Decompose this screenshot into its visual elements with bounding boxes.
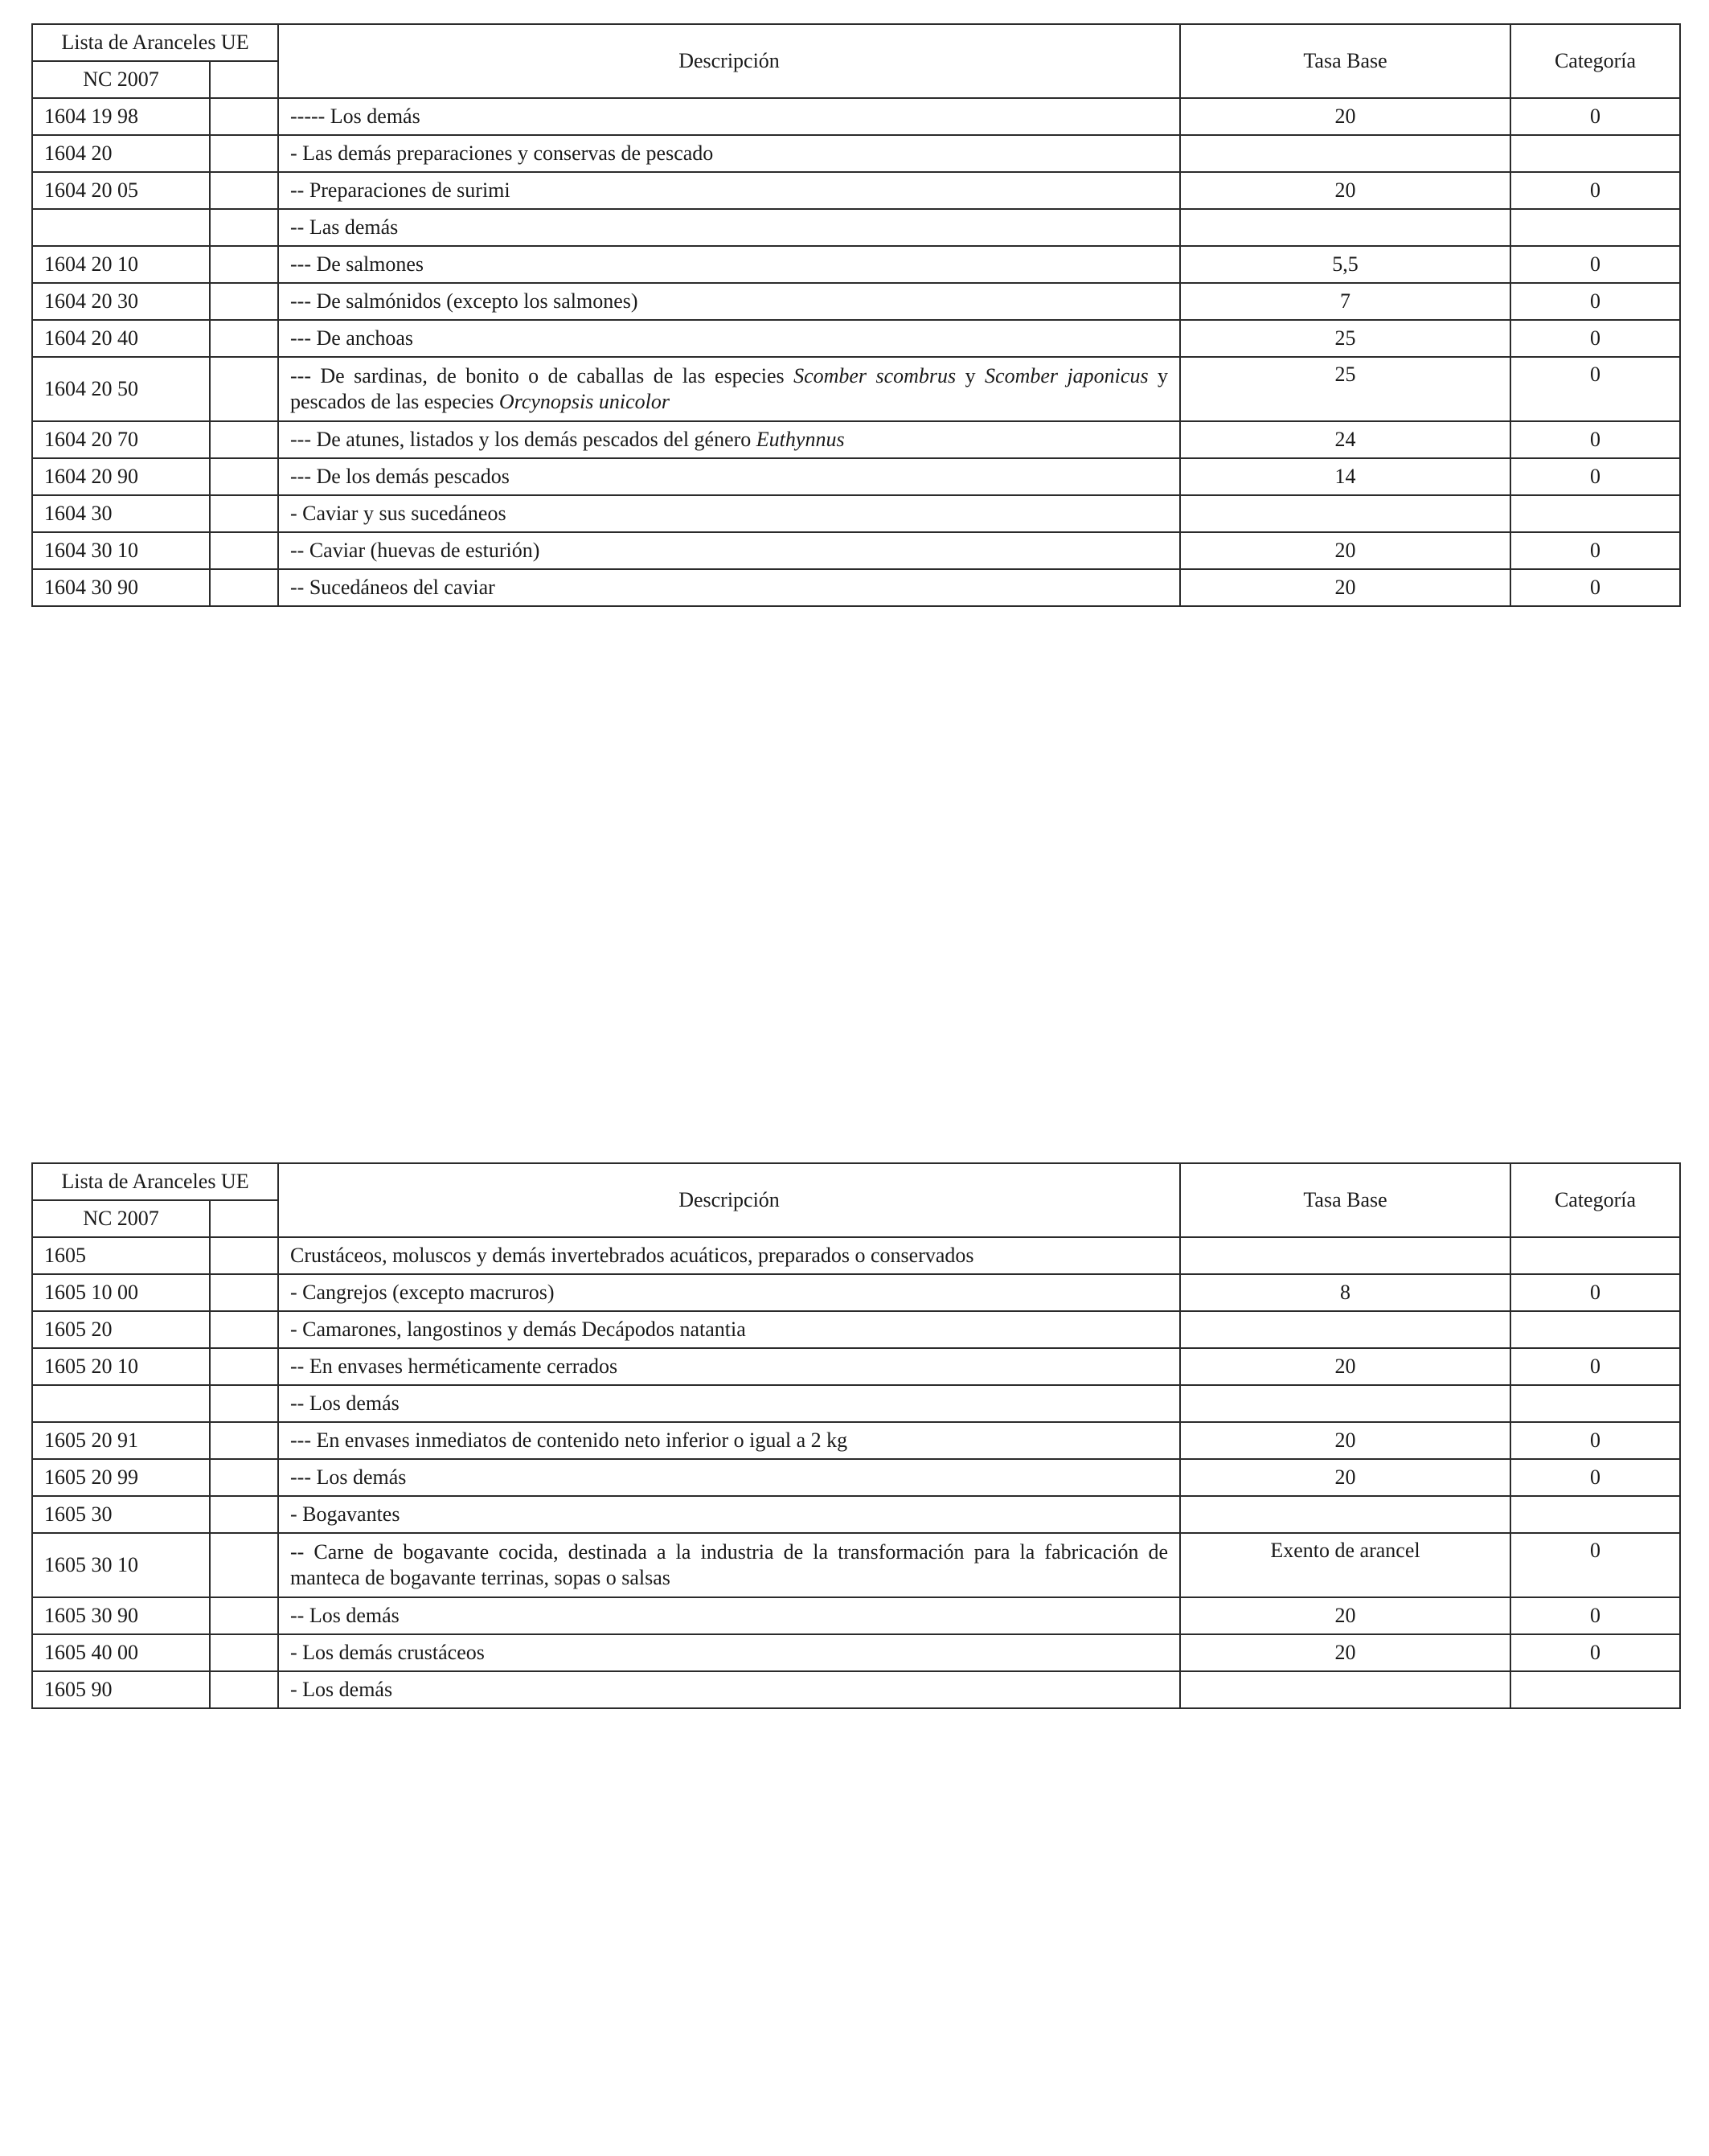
code-cell: 1604 30 90 xyxy=(32,569,210,606)
description-cell: ----- Los demás xyxy=(278,98,1180,135)
table-row xyxy=(32,1671,1680,1708)
base-rate-cell: 20 xyxy=(1180,172,1510,209)
description-text: y pescados de las especies xyxy=(290,364,1168,413)
base-rate-cell: 25 xyxy=(1180,357,1510,421)
base-rate-cell: 5,5 xyxy=(1180,246,1510,283)
description-cell: --- En envases inmediatos de contenido neto inferior o igual a 2 kg xyxy=(278,1422,1180,1459)
category-cell: 0 xyxy=(1510,1422,1680,1459)
table-row xyxy=(32,357,1680,421)
code-cell: 1604 20 xyxy=(32,135,210,172)
category-cell: 0 xyxy=(1510,532,1680,569)
category-cell: 0 xyxy=(1510,283,1680,320)
description-text: --- De sardinas, de bonito o de caballas de las especies xyxy=(290,364,794,387)
header-list: Lista de Aranceles UE xyxy=(32,1163,278,1200)
blank-cell xyxy=(210,532,278,569)
base-rate-cell xyxy=(1180,495,1510,532)
code-cell: 1605 30 90 xyxy=(32,1597,210,1634)
category-cell: 0 xyxy=(1510,320,1680,357)
table-row xyxy=(32,1533,1680,1597)
category-cell: 0 xyxy=(1510,421,1680,458)
blank-cell xyxy=(210,1422,278,1459)
description-cell: -- Los demás xyxy=(278,1597,1180,1634)
table-row xyxy=(32,458,1680,495)
table-row xyxy=(32,569,1680,606)
category-cell xyxy=(1510,495,1680,532)
base-rate-cell xyxy=(1180,1237,1510,1274)
blank-cell xyxy=(210,1597,278,1634)
table-row xyxy=(32,1348,1680,1385)
description-text: y xyxy=(956,364,986,387)
description-cell: -- Las demás xyxy=(278,209,1180,246)
category-cell: 0 xyxy=(1510,458,1680,495)
blank-cell xyxy=(210,1237,278,1274)
base-rate-cell: 20 xyxy=(1180,1459,1510,1496)
category-cell xyxy=(1510,209,1680,246)
table-row xyxy=(32,1459,1680,1496)
blank-cell xyxy=(210,172,278,209)
description-cell: --- Los demás xyxy=(278,1459,1180,1496)
table-row xyxy=(32,421,1680,458)
table-row xyxy=(32,246,1680,283)
table-row xyxy=(32,1385,1680,1422)
category-cell: 0 xyxy=(1510,98,1680,135)
description-cell: -- Caviar (huevas de esturión) xyxy=(278,532,1180,569)
description-cell: --- De salmones xyxy=(278,246,1180,283)
blank-cell xyxy=(210,569,278,606)
base-rate-cell xyxy=(1180,1385,1510,1422)
description-cell: Crustáceos, moluscos y demás invertebrados acuáticos, preparados o conservados xyxy=(278,1237,1180,1274)
base-rate-cell: 20 xyxy=(1180,98,1510,135)
blank-cell xyxy=(210,283,278,320)
code-cell xyxy=(32,209,210,246)
blank-cell xyxy=(210,1671,278,1708)
base-rate-cell: 8 xyxy=(1180,1274,1510,1311)
code-cell: 1604 20 90 xyxy=(32,458,210,495)
description-cell: - Bogavantes xyxy=(278,1496,1180,1533)
table-row xyxy=(32,209,1680,246)
description-cell xyxy=(278,421,1180,458)
code-cell: 1604 20 10 xyxy=(32,246,210,283)
category-cell xyxy=(1510,1671,1680,1708)
base-rate-cell: 14 xyxy=(1180,458,1510,495)
blank-cell xyxy=(210,135,278,172)
base-rate-cell: Exento de arancel xyxy=(1180,1533,1510,1597)
description-cell: -- En envases herméticamente cerrados xyxy=(278,1348,1180,1385)
header-blank xyxy=(210,61,278,98)
table-body xyxy=(32,98,1680,606)
header-category: Categoría xyxy=(1510,1163,1680,1237)
category-cell: 0 xyxy=(1510,569,1680,606)
code-cell: 1605 20 10 xyxy=(32,1348,210,1385)
base-rate-cell xyxy=(1180,1311,1510,1348)
tariff-table-2 xyxy=(31,1162,1681,1709)
category-cell xyxy=(1510,1385,1680,1422)
code-cell: 1605 20 99 xyxy=(32,1459,210,1496)
description-cell: -- Carne de bogavante cocida, destinada a la industria de la transformación para la fabricación de manteca de bogavante terrinas, sopas o salsas xyxy=(278,1533,1180,1597)
base-rate-cell: 20 xyxy=(1180,1634,1510,1671)
table-row xyxy=(32,320,1680,357)
header-nc: NC 2007 xyxy=(32,61,210,98)
species-name: Scomber japonicus xyxy=(985,364,1149,387)
category-cell: 0 xyxy=(1510,1597,1680,1634)
description-cell: - Camarones, langostinos y demás Decápodos natantia xyxy=(278,1311,1180,1348)
description-text: --- De atunes, listados y los demás pescados del género xyxy=(290,428,756,451)
code-cell xyxy=(32,1385,210,1422)
description-cell: -- Los demás xyxy=(278,1385,1180,1422)
base-rate-cell: 25 xyxy=(1180,320,1510,357)
description-cell: - Cangrejos (excepto macruros) xyxy=(278,1274,1180,1311)
blank-cell xyxy=(210,1533,278,1597)
description-cell: --- De salmónidos (excepto los salmones) xyxy=(278,283,1180,320)
table-row xyxy=(32,1422,1680,1459)
description-cell: --- De los demás pescados xyxy=(278,458,1180,495)
blank-cell xyxy=(210,458,278,495)
table-row xyxy=(32,532,1680,569)
description-cell: - Las demás preparaciones y conservas de pescado xyxy=(278,135,1180,172)
header-category: Categoría xyxy=(1510,24,1680,98)
header-base-rate: Tasa Base xyxy=(1180,1163,1510,1237)
table-row xyxy=(32,1597,1680,1634)
description-cell: -- Sucedáneos del caviar xyxy=(278,569,1180,606)
description-cell: - Los demás crustáceos xyxy=(278,1634,1180,1671)
code-cell: 1605 90 xyxy=(32,1671,210,1708)
header-description: Descripción xyxy=(278,24,1180,98)
code-cell: 1605 20 xyxy=(32,1311,210,1348)
blank-cell xyxy=(210,209,278,246)
blank-cell xyxy=(210,421,278,458)
base-rate-cell: 24 xyxy=(1180,421,1510,458)
category-cell: 0 xyxy=(1510,357,1680,421)
table-row xyxy=(32,1237,1680,1274)
header-blank xyxy=(210,1200,278,1237)
table-row xyxy=(32,98,1680,135)
code-cell: 1604 20 50 xyxy=(32,357,210,421)
base-rate-cell xyxy=(1180,135,1510,172)
code-cell: 1605 xyxy=(32,1237,210,1274)
table-row xyxy=(32,172,1680,209)
blank-cell xyxy=(210,320,278,357)
base-rate-cell: 7 xyxy=(1180,283,1510,320)
table-row xyxy=(32,135,1680,172)
code-cell: 1605 30 xyxy=(32,1496,210,1533)
code-cell: 1604 19 98 xyxy=(32,98,210,135)
category-cell xyxy=(1510,1311,1680,1348)
base-rate-cell xyxy=(1180,1496,1510,1533)
header-description: Descripción xyxy=(278,1163,1180,1237)
base-rate-cell xyxy=(1180,209,1510,246)
base-rate-cell xyxy=(1180,1671,1510,1708)
base-rate-cell: 20 xyxy=(1180,1422,1510,1459)
code-cell: 1604 20 30 xyxy=(32,283,210,320)
code-cell: 1604 30 10 xyxy=(32,532,210,569)
code-cell: 1605 30 10 xyxy=(32,1533,210,1597)
description-cell: - Los demás xyxy=(278,1671,1180,1708)
code-cell: 1604 30 xyxy=(32,495,210,532)
blank-cell xyxy=(210,1634,278,1671)
base-rate-cell: 20 xyxy=(1180,1348,1510,1385)
code-cell: 1604 20 05 xyxy=(32,172,210,209)
description-cell xyxy=(278,357,1180,421)
category-cell: 0 xyxy=(1510,1533,1680,1597)
table-body xyxy=(32,1237,1680,1708)
category-cell: 0 xyxy=(1510,1274,1680,1311)
blank-cell xyxy=(210,495,278,532)
table-row xyxy=(32,1634,1680,1671)
description-cell: -- Preparaciones de surimi xyxy=(278,172,1180,209)
code-cell: 1605 10 00 xyxy=(32,1274,210,1311)
header-base-rate: Tasa Base xyxy=(1180,24,1510,98)
code-cell: 1605 40 00 xyxy=(32,1634,210,1671)
header-nc: NC 2007 xyxy=(32,1200,210,1237)
code-cell: 1604 20 70 xyxy=(32,421,210,458)
blank-cell xyxy=(210,357,278,421)
table-row xyxy=(32,1274,1680,1311)
category-cell: 0 xyxy=(1510,1348,1680,1385)
code-cell: 1605 20 91 xyxy=(32,1422,210,1459)
category-cell: 0 xyxy=(1510,172,1680,209)
table-row xyxy=(32,495,1680,532)
blank-cell xyxy=(210,246,278,283)
base-rate-cell: 20 xyxy=(1180,569,1510,606)
blank-cell xyxy=(210,1274,278,1311)
category-cell xyxy=(1510,135,1680,172)
table-row xyxy=(32,1496,1680,1533)
blank-cell xyxy=(210,1311,278,1348)
blank-cell xyxy=(210,1348,278,1385)
tariff-table-1 xyxy=(31,23,1681,607)
table-row xyxy=(32,1311,1680,1348)
blank-cell xyxy=(210,1496,278,1533)
species-name: Scomber scombrus xyxy=(793,364,957,387)
category-cell: 0 xyxy=(1510,1459,1680,1496)
header-list: Lista de Aranceles UE xyxy=(32,24,278,61)
base-rate-cell: 20 xyxy=(1180,1597,1510,1634)
code-cell: 1604 20 40 xyxy=(32,320,210,357)
species-name: Euthynnus xyxy=(756,428,845,451)
description-cell: - Caviar y sus sucedáneos xyxy=(278,495,1180,532)
blank-cell xyxy=(210,1459,278,1496)
blank-cell xyxy=(210,98,278,135)
species-name: Orcynopsis unicolor xyxy=(498,390,670,413)
table-row xyxy=(32,283,1680,320)
category-cell: 0 xyxy=(1510,246,1680,283)
table-header-row xyxy=(32,24,1680,61)
base-rate-cell: 20 xyxy=(1180,532,1510,569)
description-cell: --- De anchoas xyxy=(278,320,1180,357)
category-cell xyxy=(1510,1496,1680,1533)
blank-cell xyxy=(210,1385,278,1422)
table-header-row xyxy=(32,1163,1680,1200)
category-cell xyxy=(1510,1237,1680,1274)
category-cell: 0 xyxy=(1510,1634,1680,1671)
